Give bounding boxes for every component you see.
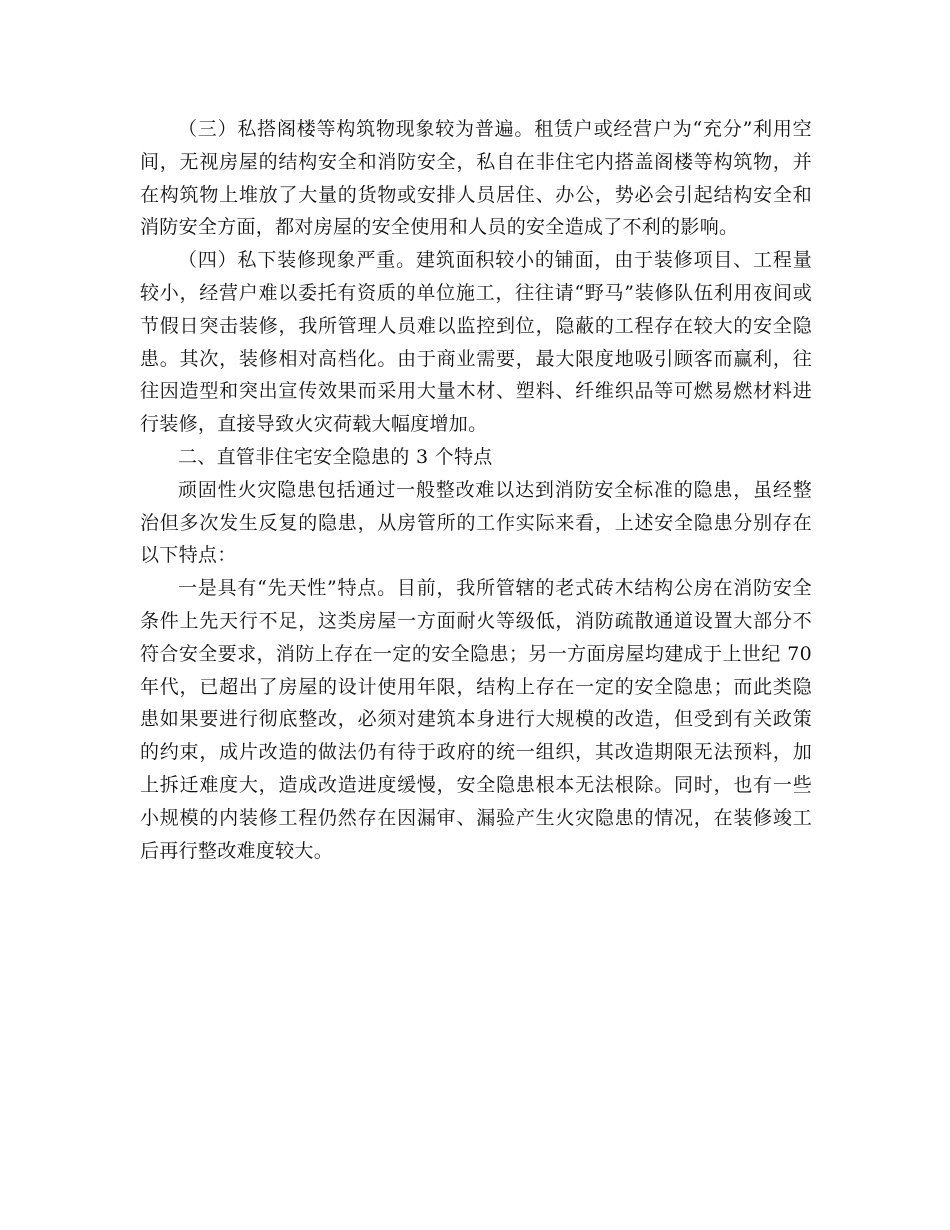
paragraph-private-renovation: （四）私下装修现象严重。建筑面积较小的铺面，由于装修项目、工程量较小，经营户难以委托有资质的单位施工，往往请“野马”装修队伍利用夜间或节假日突击装修，我所管理人员难以监控到位，隐蔽的工程存在较大的安全隐患。其次，装修相对高档化。由于商业需要，最大限度地吸引顾客而赢利，往往因造型和突出宣传效果而采用大量木材、塑料、纤维织品等可燃易燃材料进行装修，直接导致火灾荷载大幅度增加。 — [140, 249, 812, 436]
document-body — [140, 113, 812, 867]
paragraph-stubborn-fire-hazards: 顽固性火灾隐患包括通过一般整改难以达到消防安全标准的隐患，虽经整治但多次发生反复的隐患，从房管所的工作实际来看，上述安全隐患分别存在以下特点： — [140, 478, 812, 567]
paragraph-private-loft-structures: （三）私搭阁楼等构筑物现象较为普遍。租赁户或经营户为“充分”利用空间，无视房屋的结构安全和消防安全，私自在非住宅内搭盖阁楼等构筑物，并在构筑物上堆放了大量的货物或安排人员居住、办公，势必会引起结构安全和消防安全方面，都对房屋的安全使用和人员的安全造成了不利的影响。 — [140, 118, 812, 239]
paragraph-congenital-characteristic: 一是具有“先天性”特点。目前，我所管辖的老式砖木结构公房在消防安全条件上先天行不足，这类房屋一方面耐火等级低，消防疏散通道设置大部分不符合安全要求，消防上存在一定的安全隐患；另一方面房屋均建成于上世纪 70 年代，已超出了房屋的设计使用年限，结构上存在一定的安全隐患；而此类隐患如果要进行彻底整改，必须对建筑本身进行大规模的改造，但受到有关政策的约束，成片改造的做法仍有待于政府的统一组织，其改造期限无法预料，加上拆迁难度大，造成改造进度缓慢，安全隐患根本无法根除。同时，也有一些小规模的内装修工程仍然存在因漏审、漏验产生火灾隐患的情况，在装修竣工后再行整改难度较大。 — [140, 577, 812, 862]
section-heading-three-characteristics: 二、直管非住宅安全隐患的 3 个特点 — [178, 445, 493, 468]
